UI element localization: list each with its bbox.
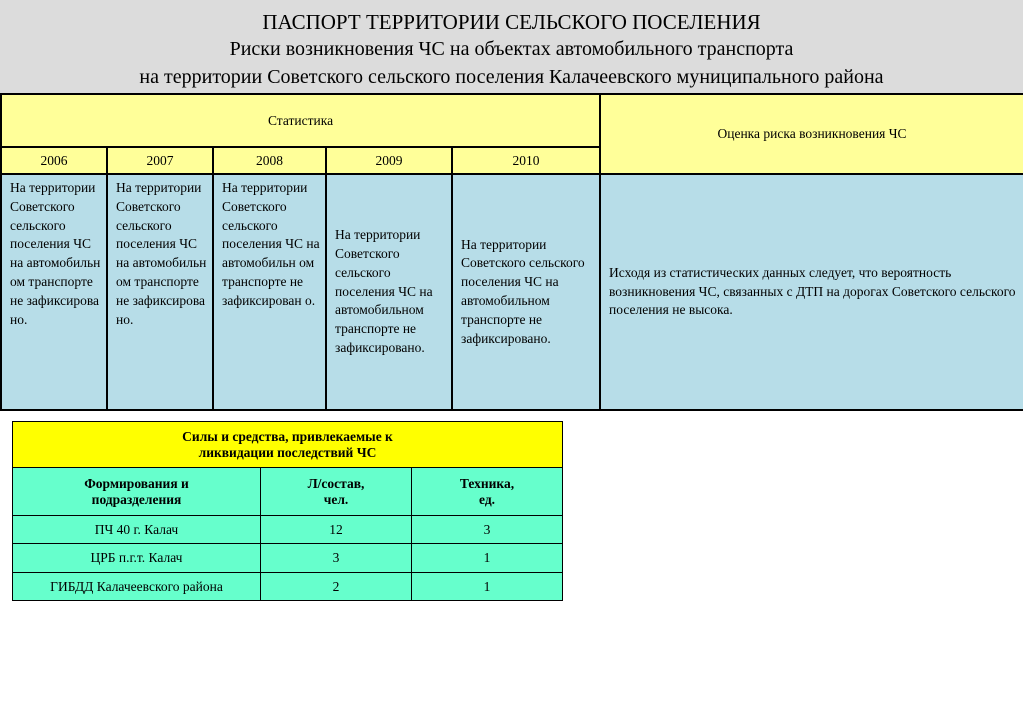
year-header: 2009 [326,147,452,174]
column-header-line: Техника, [459,475,515,491]
table-row [13,544,563,573]
year-header: 2010 [452,147,600,174]
page-title: ПАСПОРТ ТЕРРИТОРИИ СЕЛЬСКОГО ПОСЕЛЕНИЯ [262,10,761,34]
page-subtitle-1: Риски возникновения ЧС на объектах автомобильного транспорта [229,38,794,60]
table-row [13,516,563,544]
year-cell: На территории Советского сельского поселения ЧС на автомобильном транспорте не зафиксировано. [452,174,600,410]
statistics-table [0,93,1023,411]
year-cell: На территории Советского сельского поселения ЧС на автомобильном транспорте не зафиксировано. [326,174,452,410]
risk-assessment-text: Исходя из статистических данных следует, что вероятность возникновения ЧС, связанных с ДТП на дорогах Советского сельского поселения не высока. [600,174,1023,410]
unit-name-cell: ПЧ 40 г. Калач [13,516,261,544]
year-header: 2006 [1,147,107,174]
column-header-line: чел. [323,491,349,507]
personnel-cell: 12 [261,516,412,544]
forces-title [13,422,563,468]
unit-name-cell: ЦРБ п.г.т. Калач [13,544,261,573]
column-header-equipment [412,468,563,516]
year-cell: На территории Советского сельского поселения ЧС на автомобильн ом транспорте не зафиксирован о. [213,174,326,410]
unit-name-cell: ГИБДД Калачеевского района [13,573,261,601]
risk-assessment-header: Оценка риска возникновения ЧС [600,94,1023,174]
equipment-cell: 1 [412,573,563,601]
year-cell: На территории Советского сельского поселения ЧС на автомобильн ом транспорте не зафиксирова но. [107,174,213,410]
forces-title-line-1: Силы и средства, привлекаемые к [182,428,393,444]
equipment-cell: 3 [412,516,563,544]
personnel-cell: 3 [261,544,412,573]
forces-table [12,421,563,601]
column-header-line: подразделения [91,491,182,507]
equipment-cell: 1 [412,544,563,573]
column-header-line: ед. [479,491,496,507]
year-header: 2008 [213,147,326,174]
page-subtitle-2: на территории Советского сельского поселения Калачеевского муниципального района [139,66,884,88]
forces-title-line-2: ликвидации последствий ЧС [198,444,377,460]
personnel-cell: 2 [261,573,412,601]
column-header-line: Формирования и [84,475,189,491]
year-header: 2007 [107,147,213,174]
column-header-units [13,468,261,516]
column-header-personnel [261,468,412,516]
page-header [0,0,1023,93]
year-cell: На территории Советского сельского поселения ЧС на автомобильн ом транспорте не зафиксирова но. [1,174,107,410]
statistics-header: Статистика [1,94,600,147]
table-row [13,573,563,601]
column-header-line: Л/состав, [307,475,365,491]
